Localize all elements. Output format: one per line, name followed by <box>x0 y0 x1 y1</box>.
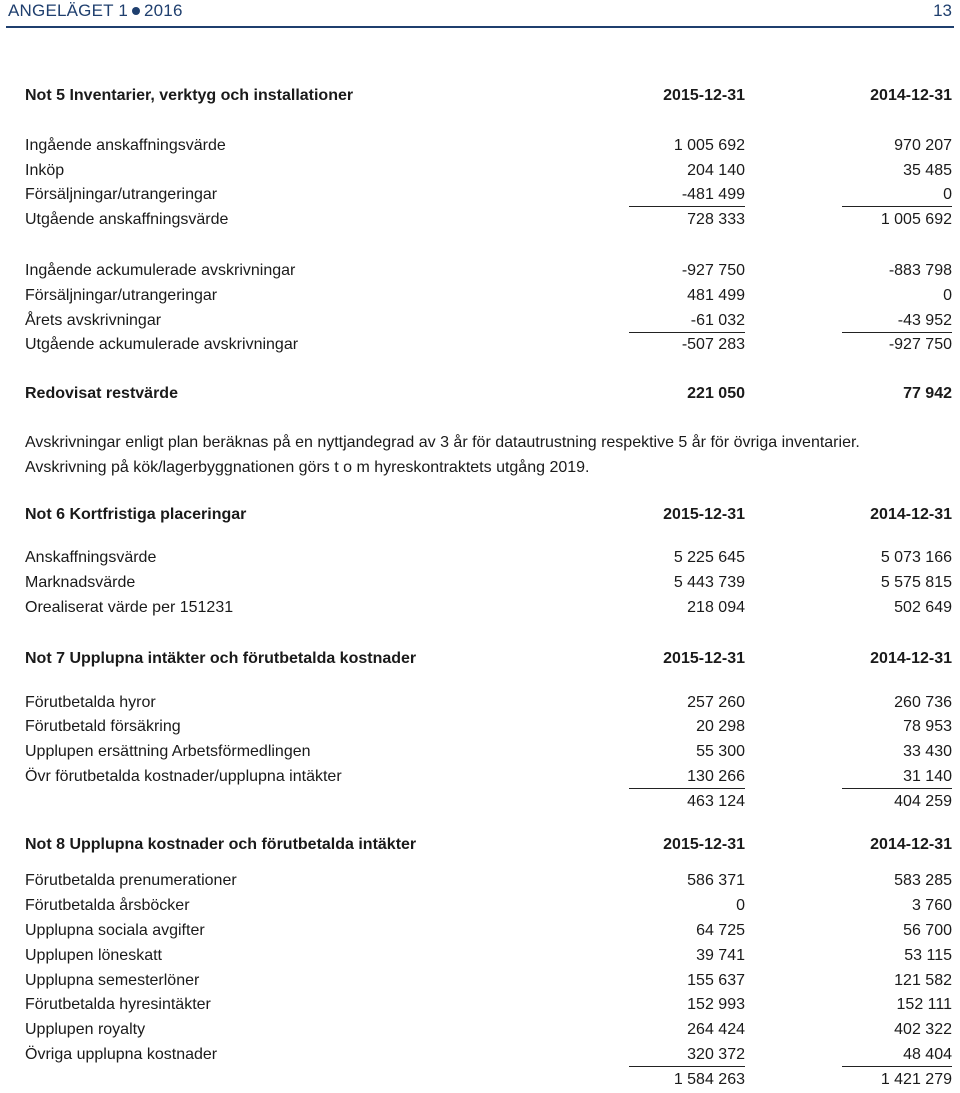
table-row <box>25 259 952 284</box>
value-2014: 502 649 <box>894 598 952 616</box>
value-2014: -927 750 <box>888 336 952 354</box>
table-row <box>25 159 952 184</box>
row-label: Upplupna semesterlöner <box>25 971 200 989</box>
note-title: Not 7 Upplupna intäkter och förutbetalda kostnader <box>25 649 417 667</box>
table-row <box>25 919 952 944</box>
row-label: Ingående ackumulerade avskrivningar <box>25 261 296 279</box>
value-2015: 257 260 <box>687 693 745 711</box>
value-2014: -883 798 <box>888 261 952 279</box>
table-row <box>25 208 952 233</box>
value-2014: 56 700 <box>903 921 952 939</box>
bullet-dot-icon <box>132 7 140 15</box>
row-label: Inköp <box>25 161 65 179</box>
table-row <box>25 869 952 894</box>
row-label: Årets avskrivningar <box>25 311 162 329</box>
note7-heading <box>25 647 952 672</box>
column-header-2014: 2014-12-31 <box>870 835 952 853</box>
row-label: Upplupen ersättning Arbetsförmedlingen <box>25 743 311 761</box>
value-2015: 204 140 <box>687 161 745 179</box>
value-2014: 33 430 <box>903 743 952 761</box>
table-row <box>25 596 952 621</box>
row-label: Utgående anskaffningsvärde <box>25 211 229 229</box>
value-2015: -507 283 <box>681 336 745 354</box>
table-row <box>25 691 952 716</box>
note8-heading <box>25 833 952 858</box>
value-2014: 5 073 166 <box>880 549 952 567</box>
column-header-2014: 2014-12-31 <box>870 505 952 523</box>
table-row <box>25 894 952 919</box>
value-2014: 152 111 <box>896 996 952 1014</box>
table-row <box>25 546 952 571</box>
value-2015: 320 372 <box>629 1043 745 1067</box>
table-row <box>25 309 952 334</box>
value-2014: 78 953 <box>903 718 952 736</box>
row-label: Förutbetalda hyresintäkter <box>25 996 211 1014</box>
value-2015: 481 499 <box>687 286 745 304</box>
publication-name: ANGELÄGET 1 <box>8 1 128 20</box>
value-2015: 20 298 <box>696 718 745 736</box>
note-text: Avskrivning på kök/lagerbyggnationen görs t o m hyreskontraktets utgång 2019. <box>25 458 590 476</box>
row-label: Förutbetalda prenumerationer <box>25 872 237 890</box>
table-row <box>25 571 952 596</box>
value-2014: 3 760 <box>911 897 952 915</box>
value-2014: 0 <box>842 183 952 207</box>
table-row <box>25 765 952 790</box>
page-number: 13 <box>933 1 952 20</box>
row-label: Upplupen royalty <box>25 1021 146 1039</box>
table-row <box>25 183 952 208</box>
column-header-2015: 2015-12-31 <box>663 87 745 104</box>
value-2014: 5 575 815 <box>880 574 952 592</box>
table-row <box>25 1018 952 1043</box>
value-2015: -61 032 <box>629 309 745 333</box>
row-label: Redovisat restvärde <box>25 385 178 403</box>
column-header-2014: 2014-12-31 <box>870 87 952 104</box>
table-row <box>25 333 952 358</box>
value-2015: -927 750 <box>681 261 745 279</box>
row-label: Utgående ackumulerade avskrivningar <box>25 336 299 354</box>
row-label: Förutbetalda årsböcker <box>25 897 190 915</box>
row-label: Upplupen löneskatt <box>25 946 162 964</box>
publication-year: 2016 <box>144 1 183 20</box>
table-row <box>25 134 952 159</box>
row-label: Övr förutbetalda kostnader/upplupna intäkter <box>25 767 342 785</box>
table-row <box>25 1043 952 1068</box>
row-label: Marknadsvärde <box>25 574 136 592</box>
note-title: Not 6 Kortfristiga placeringar <box>25 505 247 523</box>
table-row <box>25 740 952 765</box>
table-row <box>25 993 952 1018</box>
value-2015: 152 993 <box>687 996 745 1014</box>
table-row <box>25 284 952 309</box>
table-row <box>25 944 952 969</box>
page-header <box>0 0 960 30</box>
publication-title <box>8 1 183 21</box>
value-2014: 402 322 <box>894 1021 952 1039</box>
note6-heading <box>25 503 952 528</box>
header-rule <box>6 26 954 28</box>
note5-heading <box>25 84 952 109</box>
row-label: Övriga upplupna kostnader <box>25 1045 218 1063</box>
column-header-2015: 2015-12-31 <box>663 835 745 853</box>
total-2015: 463 124 <box>687 792 745 810</box>
value-2015: 5 443 739 <box>673 574 745 592</box>
row-label: Anskaffningsvärde <box>25 549 157 567</box>
value-2014: 583 285 <box>894 872 952 890</box>
value-2015: 586 371 <box>687 872 745 890</box>
column-header-2015: 2015-12-31 <box>663 649 745 667</box>
value-2015: 130 266 <box>629 765 745 789</box>
value-2014: 970 207 <box>894 136 952 154</box>
row-label: Förutbetald försäkring <box>25 718 181 736</box>
note-title: Not 8 Upplupna kostnader och förutbetalda intäkter <box>25 835 417 853</box>
value-2015: 1 005 692 <box>673 136 745 154</box>
row-label: Orealiserat värde per 151231 <box>25 598 234 616</box>
row-label: Ingående anskaffningsvärde <box>25 136 226 154</box>
value-2014: 35 485 <box>903 161 952 179</box>
value-2015: 5 225 645 <box>673 549 745 567</box>
row-label: Försäljningar/utrangeringar <box>25 186 218 204</box>
value-2015: 221 050 <box>687 385 745 403</box>
value-2014: 121 582 <box>894 971 952 989</box>
row-label: Förutbetalda hyror <box>25 693 156 711</box>
total-2014: 404 259 <box>894 792 952 810</box>
note-text: Avskrivningar enligt plan beräknas på en nyttjandegrad av 3 år för datautrustning respektive 5 år för övriga inventarier. <box>25 433 860 451</box>
row-label: Upplupna sociala avgifter <box>25 921 205 939</box>
value-2014: 53 115 <box>904 946 952 964</box>
value-2014: 31 140 <box>842 765 952 789</box>
table-total-row <box>25 1068 952 1093</box>
value-2015: 264 424 <box>687 1021 745 1039</box>
table-row <box>25 969 952 994</box>
value-2014: 77 942 <box>903 385 952 403</box>
column-header-2015: 2015-12-31 <box>663 505 745 523</box>
table-row <box>25 715 952 740</box>
value-2015: 55 300 <box>696 743 745 761</box>
total-2014: 1 421 279 <box>880 1070 952 1088</box>
total-2015: 1 584 263 <box>673 1070 745 1088</box>
value-2014: 1 005 692 <box>880 211 952 229</box>
row-label: Försäljningar/utrangeringar <box>25 286 218 304</box>
value-2014: 260 736 <box>894 693 952 711</box>
column-header-2014: 2014-12-31 <box>870 649 952 667</box>
value-2015: 728 333 <box>687 211 745 229</box>
value-2015: 39 741 <box>696 946 745 964</box>
value-2015: 218 094 <box>687 598 745 616</box>
value-2015: 64 725 <box>696 921 745 939</box>
value-2015: 0 <box>736 897 745 915</box>
value-2014: -43 952 <box>842 309 952 333</box>
table-total-row <box>25 790 952 815</box>
value-2014: 48 404 <box>842 1043 952 1067</box>
value-2015: -481 499 <box>629 183 745 207</box>
table-total-row <box>25 382 952 407</box>
value-2014: 0 <box>943 286 952 304</box>
value-2015: 155 637 <box>687 971 745 989</box>
note-title: Not 5 Inventarier, verktyg och installationer <box>25 87 354 104</box>
notes-content <box>25 84 952 1093</box>
